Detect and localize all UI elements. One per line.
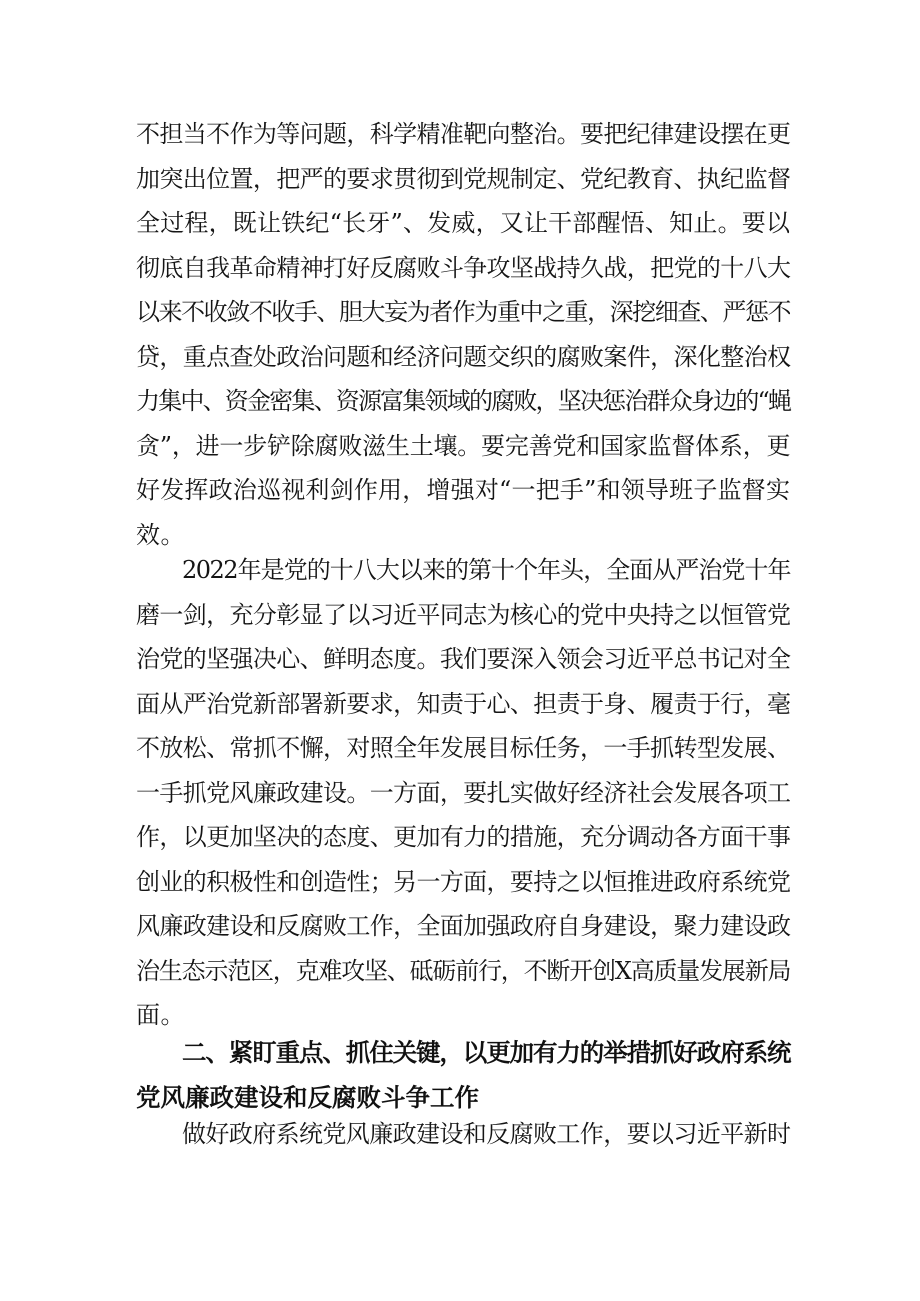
paragraph-line: 好发挥政治巡视利剑作用，增强对“一把手”和领导班子监督实 [136,476,790,504]
paragraph-line: 治党的坚强决心、鲜明态度。我们要深入领会习近平总书记对全 [136,645,790,673]
body-paragraph [136,548,790,1038]
paragraph-line: 贷，重点查处政治问题和经济问题交织的腐败案件，深化整治权 [136,342,790,371]
paragraph-line: 力集中、资金密集、资源富集领域的腐败，坚决惩治群众身边的“蝇 [136,387,790,415]
paragraph-line: 作，以更加坚决的态度、更加有力的措施，充分调动各方面干事 [136,823,790,851]
body-paragraph [136,112,790,557]
paragraph-line: 做好政府系统党风廉政建设和反腐败工作，要以习近平新时 [182,1120,790,1148]
paragraph-line: 不放松、常抓不懈，对照全年发展目标任务，一手抓转型发展、 [136,734,790,762]
paragraph-line: 效。 [136,520,185,549]
paragraph-line: 彻底自我革命精神打好反腐败斗争攻坚战持久战，把党的十八大 [136,253,790,282]
heading-line: 党风廉政建设和反腐败斗争工作 [136,1082,479,1112]
paragraph-line: 磨一剑，充分彰显了以习近平同志为核心的党中央持之以恒管党 [136,600,790,629]
heading-line: 二、紧盯重点、抓住关键，以更加有力的举措抓好政府系统 [182,1038,790,1067]
paragraph-line: 加突出位置，把严的要求贯彻到党规制定、党纪教育、执纪监督 [136,164,790,193]
paragraph-line: 创业的积极性和创造性；另一方面，要持之以恒推进政府系统党 [136,867,790,896]
paragraph-line: 全过程，既让铁纪“长牙”、发威，又让干部醒悟、知止。要以 [136,209,790,237]
section-heading [136,1031,790,1120]
paragraph-line: 治生态示范区，克难攻坚、砥砺前行，不断开创X高质量发展新局 [136,956,790,985]
paragraph-line: 面。 [136,1001,185,1029]
paragraph-line: 以来不收敛不收手、胆大妄为者作为重中之重，深挖细查、严惩不 [136,298,790,326]
paragraph-line: 不担当不作为等问题，科学精准靶向整治。要把纪律建设摆在更 [136,120,790,148]
paragraph-line: 一手抓党风廉政建设。一方面，要扎实做好经济社会发展各项工 [136,778,790,807]
paragraph-line: 2022年是党的十八大以来的第十个年头，全面从严治党十年 [182,556,790,584]
paragraph-line: 面从严治党新部署新要求，知责于心、担责于身、履责于行，毫 [136,689,790,718]
body-paragraph [136,1112,790,1157]
paragraph-line: 贪”，进一步铲除腐败滋生土壤。要完善党和国家监督体系，更 [136,431,790,460]
paragraph-line: 风廉政建设和反腐败工作，全面加强政府自身建设，聚力建设政 [136,912,790,940]
